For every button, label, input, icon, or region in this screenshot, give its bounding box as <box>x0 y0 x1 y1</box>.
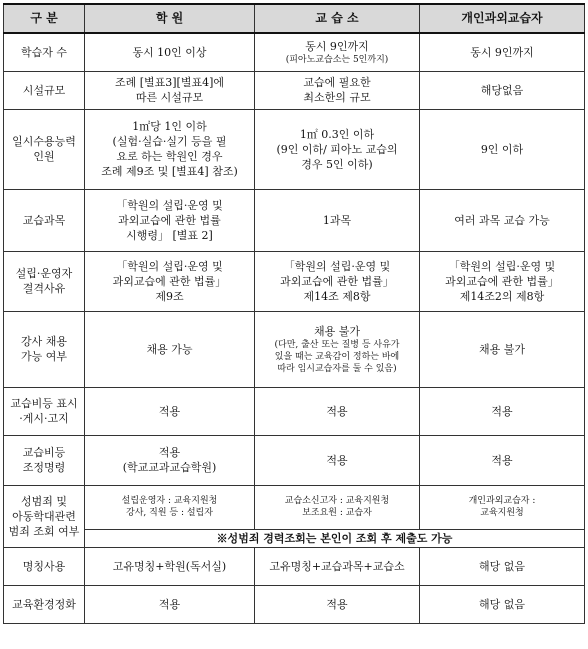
academy-cell: 적용 <box>85 585 255 623</box>
tutoring-center-cell: 1㎡ 0.3인 이하 (9인 이하/ 피아노 교습의 경우 5인 이하) <box>255 109 420 189</box>
row-label: 일시수용능력 인원 <box>4 109 85 189</box>
row-label: 교습비등 조정명령 <box>4 435 85 485</box>
header-category: 구 분 <box>4 4 85 33</box>
row-label: 강사 채용 가능 여부 <box>4 311 85 387</box>
table-row <box>4 251 585 311</box>
academy-cell: 적용 <box>85 387 255 435</box>
row-label: 학습자 수 <box>4 33 85 71</box>
academy-cell: 적용 (학교교과교습학원) <box>85 435 255 485</box>
private-tutor-cell: 여러 과목 교습 가능 <box>420 189 585 251</box>
private-tutor-cell: 적용 <box>420 435 585 485</box>
tutoring-center-cell: 적용 <box>255 435 420 485</box>
tutoring-center-cell: 교습에 필요한 최소한의 규모 <box>255 71 420 109</box>
comparison-table <box>3 3 585 624</box>
academy-cell: 「학원의 설립·운영 및 과외교습에 관한 법률」 제9조 <box>85 251 255 311</box>
private-tutor-cell: 해당없음 <box>420 71 585 109</box>
table-row <box>4 33 585 71</box>
table-row <box>4 387 585 435</box>
private-tutor-cell: 적용 <box>420 387 585 435</box>
table-row <box>4 71 585 109</box>
academy-cell: 동시 10인 이상 <box>85 33 255 71</box>
row-label: 시설규모 <box>4 71 85 109</box>
row-label: 교육환경정화 <box>4 585 85 623</box>
tutoring-center-cell: 고유명칭+교습과목+교습소 <box>255 547 420 585</box>
tutoring-center-cell: 적용 <box>255 387 420 435</box>
academy-cell: 1㎡당 1인 이하 (실험·실습·실기 등을 필 요로 하는 학원인 경우 조례 제9조 및 [별표4] 참조) <box>85 109 255 189</box>
private-tutor-cell: 「학원의 설립·운영 및 과외교습에 관한 법률」 제14조2의 제8항 <box>420 251 585 311</box>
private-tutor-cell: 채용 불가 <box>420 311 585 387</box>
private-tutor-cell: 해당 없음 <box>420 585 585 623</box>
header-tutoring-center: 교 습 소 <box>255 4 420 33</box>
note-row <box>4 529 585 547</box>
private-tutor-cell: 9인 이하 <box>420 109 585 189</box>
table-row <box>4 485 585 529</box>
header-academy: 학 원 <box>85 4 255 33</box>
row-label: 설립·운영자 결격사유 <box>4 251 85 311</box>
footnote: ※성범죄 경력조회는 본인이 조회 후 제출도 가능 <box>85 529 585 547</box>
academy-cell: 채용 가능 <box>85 311 255 387</box>
row-label: 교습과목 <box>4 189 85 251</box>
table-row <box>4 585 585 623</box>
table-row <box>4 109 585 189</box>
tutoring-center-cell: 동시 9인까지 (피아노교습소는 5인까지) <box>255 33 420 71</box>
table-row <box>4 547 585 585</box>
row-label: 교습비등 표시 ·게시·고지 <box>4 387 85 435</box>
academy-cell: 「학원의 설립·운영 및 과외교습에 관한 법률 시행령」 [별표 2] <box>85 189 255 251</box>
private-tutor-cell: 해당 없음 <box>420 547 585 585</box>
tutoring-center-cell: 채용 불가 (다만, 출산 또는 질병 등 사유가 있을 때는 교육감이 정하는 바에 따라 임시교습자를 둘 수 있음) <box>255 311 420 387</box>
table-row <box>4 189 585 251</box>
academy-cell: 고유명칭+학원(독서실) <box>85 547 255 585</box>
row-label: 명칭사용 <box>4 547 85 585</box>
tutoring-center-cell: 「학원의 설립·운영 및 과외교습에 관한 법률」 제14조 제8항 <box>255 251 420 311</box>
private-tutor-cell: 개인과외교습자 : 교육지원청 <box>420 485 585 529</box>
table-row <box>4 435 585 485</box>
tutoring-center-cell: 교습소신고자 : 교육지원청 보조요원 : 교습자 <box>255 485 420 529</box>
header-row <box>4 4 585 33</box>
tutoring-center-cell: 적용 <box>255 585 420 623</box>
header-private-tutor: 개인과외교습자 <box>420 4 585 33</box>
table-row <box>4 311 585 387</box>
academy-cell: 조례 [별표3][별표4]에 따른 시설규모 <box>85 71 255 109</box>
row-label: 성범죄 및 아동학대관련 범죄 조회 여부 <box>4 485 85 547</box>
tutoring-center-cell: 1과목 <box>255 189 420 251</box>
academy-cell: 설립운영자 : 교육지원청 강사, 직원 등 : 설립자 <box>85 485 255 529</box>
private-tutor-cell: 동시 9인까지 <box>420 33 585 71</box>
